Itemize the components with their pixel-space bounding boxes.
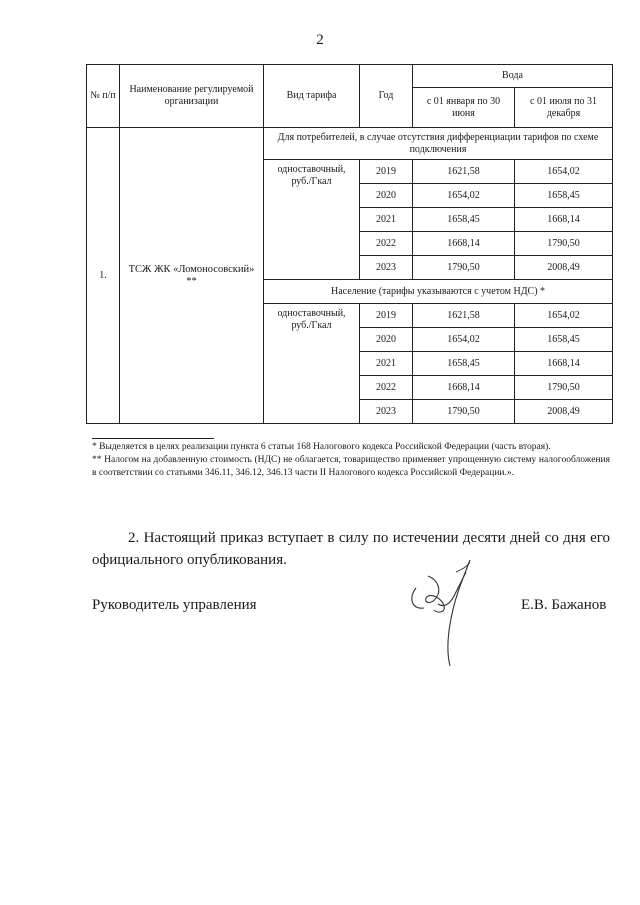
signatory-name: Е.В. Бажанов [521,597,607,613]
footnote-1: * Выделяется в целях реализации пункта 6 статьи 168 Налогового кодекса Российской Федерации (часть вторая). [92,442,551,452]
footnotes [92,438,610,480]
body-paragraph: 2. Настоящий приказ вступает в силу по истечении десяти дней со дня его официального опубликования. [92,530,610,568]
tariff-table [86,64,613,424]
tariff-type-cell: одноставочный, руб./Гкал [264,304,360,424]
header-tariff-type: Вид тарифа [264,65,360,128]
year-cell: 2019 [360,304,413,328]
year-cell: 2023 [360,400,413,424]
year-cell: 2022 [360,232,413,256]
header-org: Наименование регулируемой организации [120,65,264,128]
footnote-divider [92,438,214,439]
value-cell: 1654,02 [413,328,515,352]
header-water: Вода [413,65,613,88]
value-cell: 1668,14 [515,352,613,376]
handwritten-signature [398,558,498,670]
value-cell: 1658,45 [515,328,613,352]
signatory-position: Руководитель управления [92,597,257,613]
value-cell: 2008,49 [515,256,613,280]
organization-name: ТСЖ ЖК «Ломоносовский» ** [120,128,264,424]
value-cell: 1621,58 [413,160,515,184]
header-period-2: с 01 июля по 31 декабря [515,88,613,128]
value-cell: 1668,14 [413,232,515,256]
group-title: Население (тарифы указываются с учетом НДС) * [264,280,613,304]
value-cell: 1668,14 [413,376,515,400]
header-num: № п/п [87,65,120,128]
value-cell: 1658,45 [413,352,515,376]
year-cell: 2021 [360,208,413,232]
year-cell: 2023 [360,256,413,280]
value-cell: 1658,45 [515,184,613,208]
header-year: Год [360,65,413,128]
tariff-type-cell: одноставочный, руб./Гкал [264,160,360,280]
value-cell: 1790,50 [413,256,515,280]
value-cell: 2008,49 [515,400,613,424]
value-cell: 1790,50 [413,400,515,424]
value-cell: 1654,02 [413,184,515,208]
value-cell: 1658,45 [413,208,515,232]
year-cell: 2019 [360,160,413,184]
value-cell: 1654,02 [515,304,613,328]
year-cell: 2020 [360,328,413,352]
year-cell: 2021 [360,352,413,376]
group-title: Для потребителей, в случае отсутствия дифференциации тарифов по схеме подключения [264,128,613,160]
header-period-1: с 01 января по 30 июня [413,88,515,128]
footnote-2: ** Налогом на добавленную стоимость (НДС) не облагается, товарищество применяет упрощенную систему налогообложения в соответствии со статьями 346.11, 346.12, 346.13 части II Налогового кодекса Российской Федерации.». [92,455,610,478]
row-number: 1. [87,128,120,424]
year-cell: 2022 [360,376,413,400]
value-cell: 1790,50 [515,376,613,400]
value-cell: 1621,58 [413,304,515,328]
page-number: 2 [316,32,324,48]
value-cell: 1790,50 [515,232,613,256]
year-cell: 2020 [360,184,413,208]
value-cell: 1654,02 [515,160,613,184]
value-cell: 1668,14 [515,208,613,232]
